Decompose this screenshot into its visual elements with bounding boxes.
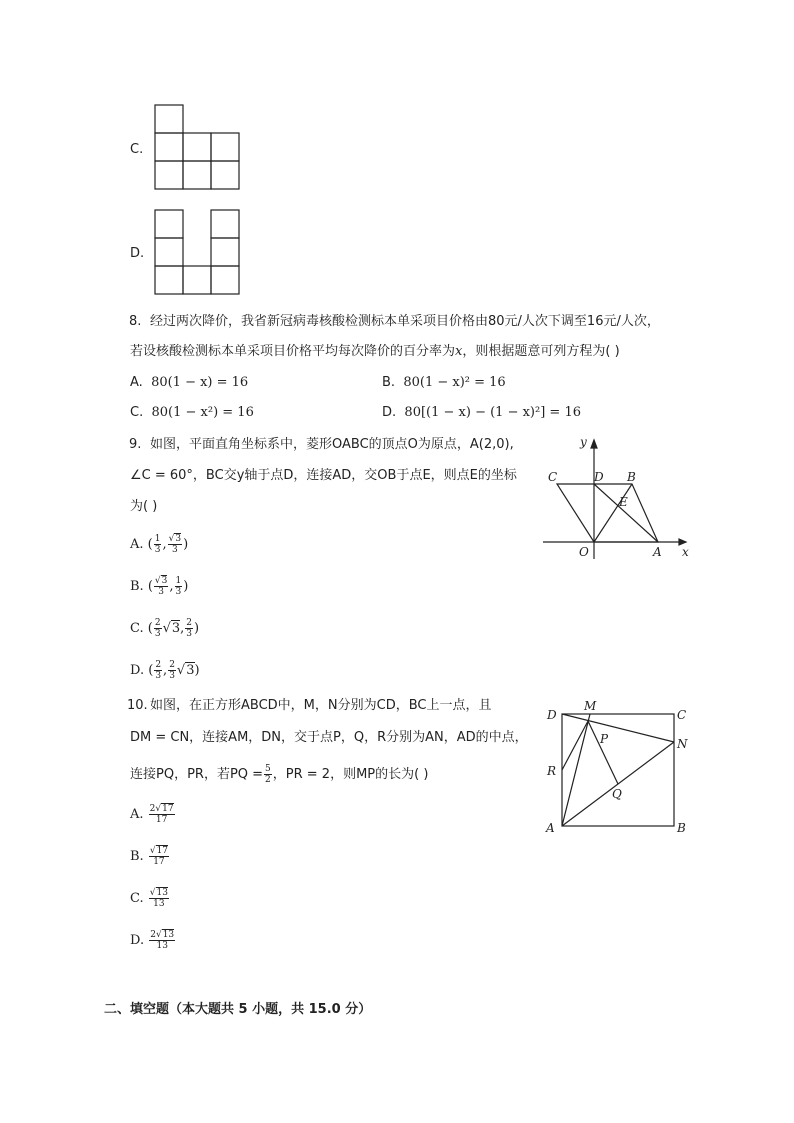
q9-option-a[interactable]: A. ( $\frac{1}{3}$ , $\frac{√3}{3}$ ) — [130, 534, 189, 555]
q8-option-a-text: 80(1 − x) = 16 — [151, 375, 249, 390]
q9-option-b[interactable]: B. ( $\frac{√3}{3}$ , $\frac{1}{3}$ ) — [130, 576, 189, 597]
q9-option-c-label: C. — [130, 621, 144, 636]
q10-label-n: N — [677, 737, 688, 751]
q9-number: 9. — [129, 437, 142, 452]
q9-label-e: E — [619, 495, 628, 509]
q9-option-c[interactable]: C. ( $\frac{2}{3}$ √3, $\frac{2}{3}$ ) — [130, 618, 200, 639]
q10-label-a: A — [546, 821, 555, 835]
q10-number: 10. — [127, 698, 148, 713]
q9-label-b: B — [627, 470, 636, 484]
q8-option-a-label: A. — [130, 375, 143, 390]
q9-label-c: C — [548, 470, 558, 484]
q9-label-d: D — [594, 470, 604, 484]
q10-option-b-label: B. — [130, 849, 144, 864]
q7-option-c-figure — [154, 104, 242, 192]
q8-option-a[interactable] — [130, 374, 248, 392]
q9-option-d-label: D. — [130, 663, 145, 678]
q10-option-c[interactable]: C. $\frac{√13}{13}$ — [130, 888, 168, 909]
q9-stem-line3: 为( ) — [130, 499, 158, 514]
q10-option-a[interactable]: A. $\frac{2√17}{17}$ — [130, 804, 174, 825]
q10-square — [562, 714, 674, 826]
q10-label-b: B — [677, 821, 686, 835]
q10-stem-line3: 连接PQ，PR，若PQ = $\frac{5}{2}$ ，PR = 2，则MP的长为( ) — [130, 764, 429, 785]
q7-option-d-figure — [154, 209, 242, 297]
q8-stem-line1: 经过两次降价，我省新冠病毒核酸检测标本单采项目价格由80元/人次下调至16元/人次， — [150, 314, 660, 329]
q8-variable: x — [455, 344, 463, 359]
q10-label-p: P — [600, 732, 609, 746]
q10-label-c: C — [677, 708, 687, 722]
q9-label-y: y — [580, 435, 587, 449]
q10-stem-line2: DM = CN，连接AM，DN，交于点P，Q，R分别为AN，AD的中点， — [130, 730, 528, 745]
q9-label-a: A — [653, 545, 662, 559]
q8-stem-line2 — [130, 343, 620, 361]
q8-option-d-text: 80[(1 − x) − (1 − x)²] = 16 — [404, 405, 581, 420]
q10-label-m: M — [584, 699, 597, 713]
y-axis-arrow-icon — [591, 440, 597, 448]
q10-option-d-label: D. — [130, 933, 145, 948]
q7-option-d-label: D. — [130, 246, 145, 261]
q9-rhombus — [557, 484, 658, 542]
q10-option-c-label: C. — [130, 891, 144, 906]
q9-label-o: O — [579, 545, 589, 559]
q10-label-q: Q — [612, 787, 622, 801]
q10-segment-pr — [562, 721, 588, 770]
q8-option-b-label: B. — [382, 375, 396, 390]
q8-option-d-label: D. — [382, 405, 397, 420]
q8-option-b[interactable] — [382, 374, 506, 392]
q9-stem-line1: 如图，平面直角坐标系中，菱形OABC的顶点O为原点，A(2,0), — [150, 437, 514, 452]
q8-option-c-label: C. — [130, 405, 144, 420]
q9-figure — [538, 434, 698, 564]
q8-option-b-text: 80(1 − x)² = 16 — [403, 375, 506, 390]
q10-figure — [540, 698, 700, 838]
q8-option-d[interactable] — [382, 404, 581, 422]
q9-option-a-label: A. — [130, 537, 144, 552]
q10-label-d: D — [547, 708, 557, 722]
q10-label-r: R — [547, 764, 557, 778]
q8-stem-line2-end: ，则根据题意可列方程为( ) — [462, 344, 620, 359]
q9-stem-line2: ∠C = 60°，BC交y轴于点D，连接AD，交OB于点E，则点E的坐标 — [130, 468, 517, 483]
q7-option-c-label: C. — [130, 142, 144, 157]
q10-stem-line1: 如图，在正方形ABCD中，M，N分别为CD，BC上一点，且 — [150, 698, 492, 713]
q10-option-a-label: A. — [130, 807, 144, 822]
q8-option-c-text: 80(1 − x²) = 16 — [151, 405, 254, 420]
q10-stem-line3a: 连接PQ，PR，若PQ = — [130, 767, 264, 782]
q9-label-x: x — [682, 545, 689, 559]
q10-option-b[interactable]: B. $\frac{√17}{17}$ — [130, 846, 169, 867]
q10-stem-line3b: ，PR = 2，则MP的长为( ) — [272, 767, 429, 782]
q9-option-d[interactable]: D. ( $\frac{2}{3}$ , $\frac{2}{3}$ √3) — [130, 660, 200, 681]
q8-stem-line2-text: 若设核酸检测标本单采项目价格平均每次降价的百分率为 — [130, 344, 456, 359]
q10-option-d[interactable]: D. $\frac{2√13}{13}$ — [130, 930, 175, 951]
q8-number: 8. — [129, 314, 142, 329]
q10-segment-pq — [588, 721, 618, 784]
q9-option-b-label: B. — [130, 579, 144, 594]
section-2-title: 二、填空题（本大题共 5 小题，共 15.0 分） — [104, 1002, 372, 1017]
q10-segment-am — [562, 714, 590, 826]
q8-option-c[interactable] — [130, 404, 254, 422]
